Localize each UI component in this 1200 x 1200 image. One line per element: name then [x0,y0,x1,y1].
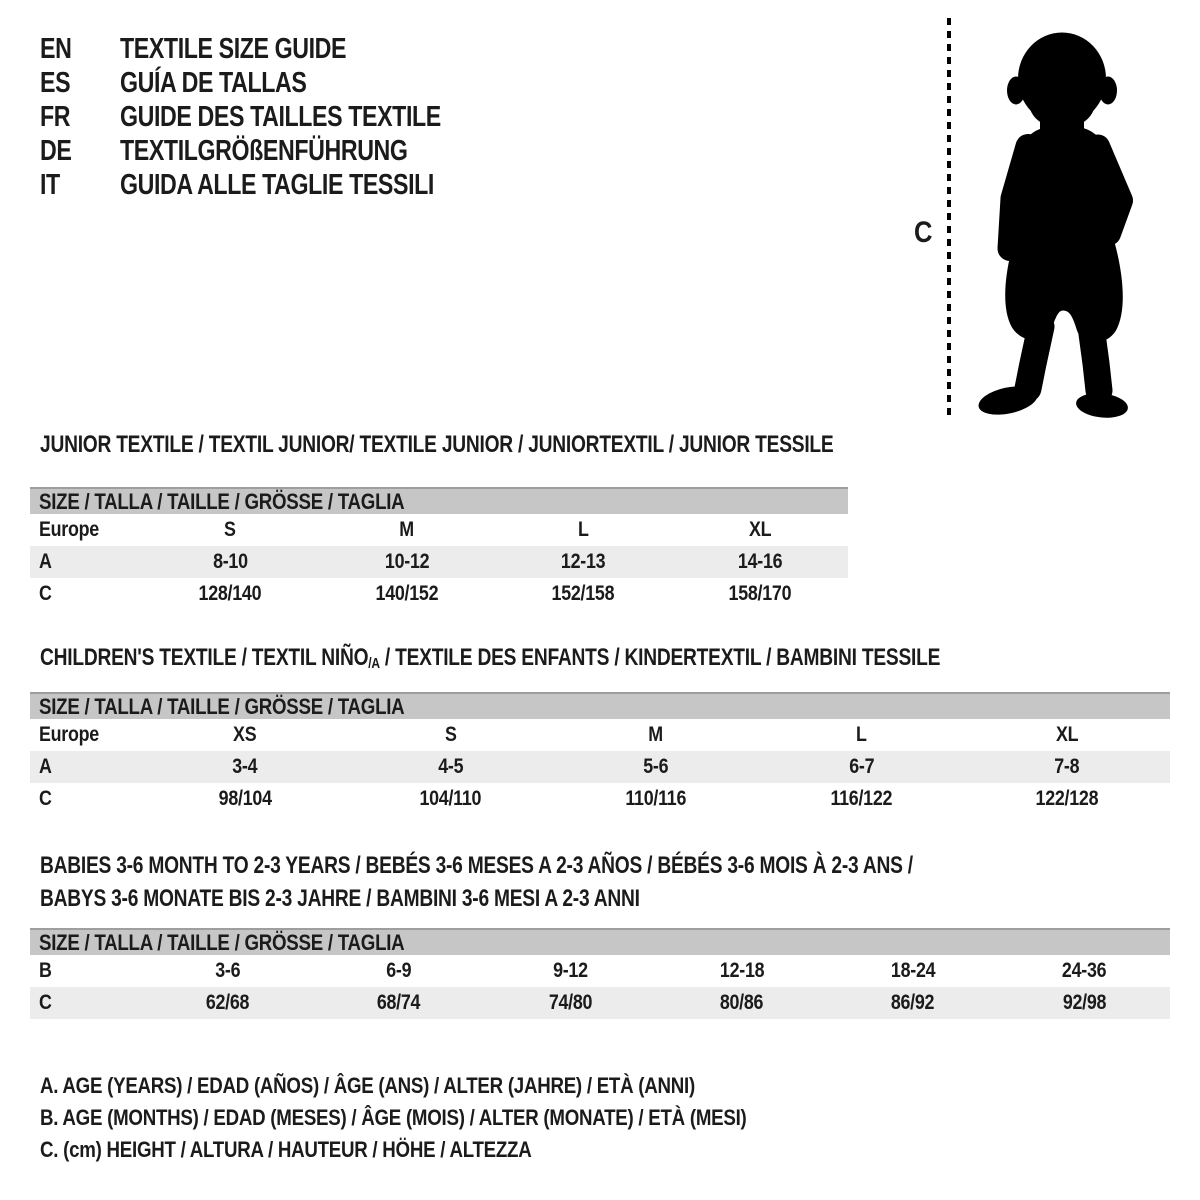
size-value: 62/68 [205,991,250,1014]
size-cell [485,959,656,983]
junior-section [30,428,848,610]
title-part: BABIES 3-6 MONTH TO 2-3 YEARS / BEBÉS 3-6 MESES A 2-3 AÑOS / BÉBÉS 3-6 MOIS À 2-3 ANS / [40,852,913,879]
size-value: L [577,518,589,541]
size-value: 14-16 [737,550,782,573]
size-cell [999,991,1170,1015]
size-value: 9-12 [552,959,588,982]
size-cell [142,755,348,779]
title-text [40,882,640,915]
baby-height-figure [900,10,1190,435]
size-cell [999,959,1170,983]
size-row-a [30,546,848,578]
row-label [30,991,142,1015]
size-value: XS [233,723,257,746]
size-cell [553,723,759,747]
size-cell [142,518,319,542]
row-label [30,518,142,542]
size-value: 3-4 [232,755,258,778]
size-value: 122/128 [1035,787,1099,810]
size-value: 6-9 [386,959,412,982]
size-cell [142,787,348,811]
size-row-b [30,955,1170,987]
size-cell [142,550,319,574]
size-header-label: SIZE / TALLA / TAILLE / GRÖSSE / TAGLIA [39,488,405,514]
size-row-a [30,751,1170,783]
size-cell [319,518,496,542]
row-label [30,582,142,606]
legend-row [40,1070,871,1102]
size-value: 24-36 [1062,959,1107,982]
size-value: XL [1056,723,1079,746]
size-header-label: SIZE / TALLA / TAILLE / GRÖSSE / TAGLIA [39,693,405,719]
size-value: 86/92 [891,991,935,1014]
lang-title: TEXTILGRÖßENFÜHRUNG [120,134,408,167]
row-label [30,755,142,779]
junior-size-table [30,487,848,610]
size-cell [142,582,319,606]
size-value: 110/116 [625,787,687,810]
size-cell [656,959,827,983]
size-value: 128/140 [198,582,262,605]
row-label-text: Europe [39,723,99,746]
size-value: 5-6 [643,755,669,778]
language-title-list [40,32,521,202]
size-value: 74/80 [548,991,593,1014]
size-cell [142,723,348,747]
row-label-text: A [39,550,52,573]
row-label-text: Europe [39,518,99,541]
size-cell [495,582,672,606]
lang-row-es [40,66,521,100]
size-value: 158/170 [728,582,792,605]
size-cell [553,755,759,779]
size-cell [313,991,484,1015]
row-label-text: C [39,787,52,810]
size-value: 3-6 [215,959,241,982]
legend-row [40,1102,871,1134]
lang-title: GUIDA ALLE TAGLIE TESSILI [120,168,434,201]
size-value: 18-24 [890,959,936,982]
title-text [40,849,913,882]
legend-row [40,1134,871,1166]
size-value: S [444,723,457,746]
section-title-line [40,882,1170,915]
size-cell [759,755,965,779]
lang-code: FR [40,100,71,133]
size-value: 12-13 [561,550,606,573]
children-title [30,641,1170,674]
size-value: 140/152 [375,582,439,605]
size-cell [348,723,554,747]
size-value: L [856,723,867,746]
title-part: BABYS 3-6 MONATE BIS 2-3 JAHRE / BAMBINI 3-6 MESI A 2-3 ANNI [40,885,640,912]
lang-title: GUIDE DES TAILLES TEXTILE [120,100,441,133]
legend-line-a: A. AGE (YEARS) / EDAD (AÑOS) / ÂGE (ANS) / ALTER (JAHRE) / ETÀ (ANNI) [40,1073,695,1098]
children-section [30,641,1170,815]
size-cell [319,550,496,574]
size-value: M [399,518,415,541]
junior-title [30,428,848,461]
lang-code: IT [40,168,60,201]
size-value: 6-7 [849,755,875,778]
size-cell [313,959,484,983]
lang-row-de [40,134,521,168]
baby-silhouette-icon [970,27,1170,425]
size-value: 104/110 [419,787,482,810]
size-cell [759,723,965,747]
size-header-label: SIZE / TALLA / TAILLE / GRÖSSE / TAGLIA [39,929,405,955]
row-label [30,550,142,574]
section-title-line [40,641,1170,674]
babies-size-table [30,928,1170,1019]
legend-line-c: C. (cm) HEIGHT / ALTURA / HAUTEUR / HÖHE / ALTEZZA [40,1137,532,1162]
lang-code: ES [40,66,71,99]
size-cell [827,959,998,983]
legend-line-b: B. AGE (MONTHS) / EDAD (MESES) / ÂGE (MOIS) / ALTER (MONATE) / ETÀ (MESI) [40,1105,747,1130]
size-cell [964,787,1170,811]
row-label [30,787,142,811]
size-row-c [30,578,848,610]
measurement-legend [40,1070,871,1166]
size-row-europe [30,514,848,546]
size-value: 116/122 [830,787,893,810]
title-part: JUNIOR TEXTILE / TEXTIL JUNIOR/ TEXTILE JUNIOR / JUNIORTEXTIL / JUNIOR TESSILE [40,431,834,458]
title-subscript: /A [368,655,380,672]
size-value: 92/98 [1062,991,1106,1014]
height-measure-line [947,18,951,420]
row-label [30,959,142,983]
size-header-bar [30,928,1170,955]
size-value: 7-8 [1054,755,1080,778]
size-cell [319,582,496,606]
size-cell [553,787,759,811]
size-cell [827,991,998,1015]
size-cell [759,787,965,811]
lang-title: GUÍA DE TALLAS [120,66,307,99]
size-row-c [30,987,1170,1019]
size-value: 80/86 [719,991,764,1014]
lang-title: TEXTILE SIZE GUIDE [120,32,347,65]
children-size-table [30,692,1170,815]
size-value: XL [748,518,771,541]
size-header-bar [30,487,848,514]
size-value: 12-18 [719,959,764,982]
size-value: 98/104 [218,787,272,810]
row-label-text: C [39,582,52,605]
row-label-text: C [39,991,52,1014]
size-cell [495,550,672,574]
title-part: / TEXTILE DES ENFANTS / KINDERTEXTIL / BAMBINI TESSILE [379,644,941,671]
size-cell [142,991,313,1015]
lang-code: EN [40,32,72,65]
size-header-bar [30,692,1170,719]
size-cell [495,518,672,542]
section-title-line [40,849,1170,882]
row-label [30,723,142,747]
size-cell [964,723,1170,747]
row-label-text: A [39,755,52,778]
height-measure-label: C [914,216,933,249]
size-value: 68/74 [377,991,421,1014]
babies-section [30,849,1170,1019]
size-cell [348,787,554,811]
size-cell [656,991,827,1015]
size-row-europe [30,719,1170,751]
section-title-line [40,428,848,461]
title-text [40,428,833,461]
size-cell [672,550,849,574]
size-value: 4-5 [437,755,463,778]
lang-row-it [40,168,521,202]
size-value: S [224,518,237,541]
title-text [40,641,940,680]
size-cell [348,755,554,779]
lang-row-en [40,32,521,66]
row-label-text: B [39,959,52,982]
size-value: 8-10 [212,550,248,573]
lang-code: DE [40,134,72,167]
size-value: 10-12 [384,550,429,573]
title-part: CHILDREN'S TEXTILE / TEXTIL NIÑO [40,644,369,671]
size-row-c [30,783,1170,815]
size-cell [485,991,656,1015]
size-cell [672,582,849,606]
babies-title [30,849,1170,915]
size-value: M [648,723,664,746]
lang-row-fr [40,100,521,134]
size-value: 152/158 [551,582,615,605]
size-cell [964,755,1170,779]
size-cell [672,518,849,542]
size-cell [142,959,313,983]
